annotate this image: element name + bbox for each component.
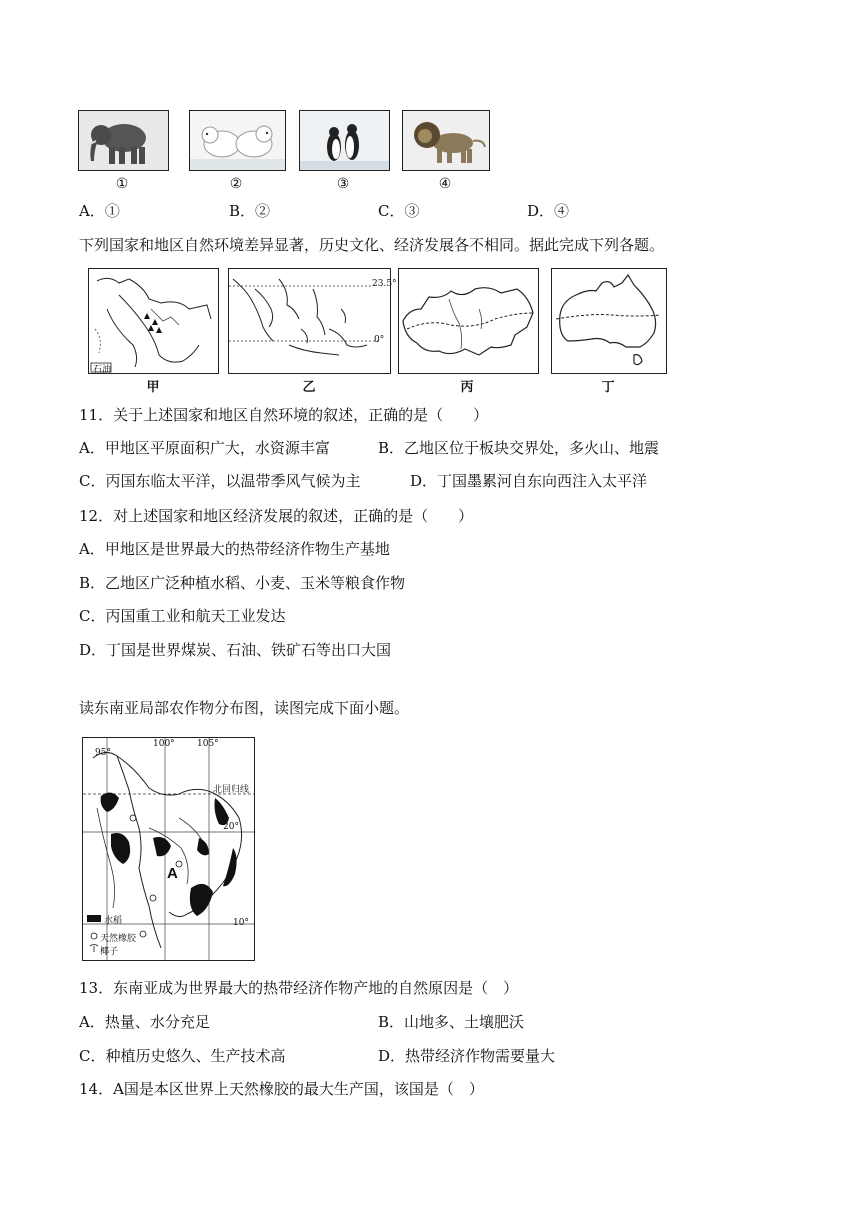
map-label-ding: 丁 [601, 380, 615, 395]
q11-stem: 11．关于上述国家和地区自然环境的叙述，正确的是（ ） [79, 406, 489, 424]
sea-crop-map [82, 737, 255, 961]
q14-stem: 14．A国是本区世界上天然橡胶的最大生产国，该国是（ ） [79, 1080, 484, 1098]
q11-option-d[interactable]: D．丁国墨累河自东向西注入太平洋 [410, 472, 648, 490]
map-bing [398, 268, 539, 374]
q12-option-c[interactable]: C．丙国重工业和航天工业发达 [79, 607, 286, 625]
sea-lon-100: 100° [153, 739, 175, 749]
q10-option-a[interactable]: A．① [79, 202, 120, 220]
sea-lat-10: 10° [233, 918, 249, 928]
q11-option-c[interactable]: C．丙国东临太平洋，以温带季风气候为主 [79, 472, 361, 490]
legend-rice-label: 水稻 [104, 916, 123, 926]
photo-caption-4: ④ [438, 176, 452, 192]
q10-option-b[interactable]: B．② [229, 202, 271, 220]
q11-option-b[interactable]: B．乙地区位于板块交界处，多火山、地震 [378, 439, 660, 457]
map-label-bing: 丙 [460, 380, 474, 395]
photo-caption-1: ① [115, 176, 129, 192]
q12-option-d[interactable]: D．丁国是世界煤炭、石油、铁矿石等出口大国 [79, 641, 392, 659]
q10-option-d[interactable]: D．④ [527, 202, 570, 220]
map-yi [228, 268, 397, 374]
intro-paragraph-2: 读东南亚局部农作物分布图，读图完成下面小题。 [79, 699, 410, 717]
map-ding [551, 268, 667, 374]
q13-option-d[interactable]: D．热带经济作物需要量大 [378, 1047, 556, 1065]
sea-lon-105: 105° [197, 739, 219, 749]
map-label-yi: 乙 [302, 380, 316, 395]
map-jia-inset-label: 石油 [93, 365, 112, 375]
q13-option-b[interactable]: B．山地多、土壤肥沃 [378, 1013, 525, 1031]
q11-option-a[interactable]: A．甲地区平原面积广大，水资源丰富 [79, 439, 330, 457]
photo-caption-2: ② [229, 176, 243, 192]
q13-option-c[interactable]: C．种植历史悠久、生产技术高 [79, 1047, 286, 1065]
legend-coconut-label: 椰子 [100, 947, 119, 957]
q13-option-a[interactable]: A．热量、水分充足 [79, 1013, 210, 1031]
photo-caption-3: ③ [336, 176, 350, 192]
penguin-photo [299, 110, 390, 171]
q12-option-b[interactable]: B．乙地区广泛种植水稻、小麦、玉米等粮食作物 [79, 574, 406, 592]
q13-stem: 13．东南亚成为世界最大的热带经济作物产地的自然原因是（ ） [79, 979, 519, 997]
legend-rubber-label: 天然橡胶 [100, 934, 137, 944]
sea-lon-95: 95° [95, 748, 111, 758]
map-yi-tropic-label: 23.5° [372, 279, 397, 289]
intro-paragraph-1: 下列国家和地区自然环境差异显著，历史文化、经济发展各不相同。据此完成下列各题。 [79, 236, 665, 254]
polar-bear-photo [189, 110, 286, 171]
map-yi-equator-label: 0° [374, 335, 385, 345]
sea-country-a-label: A [167, 865, 178, 882]
map-jia [88, 268, 219, 374]
sea-tropic-label: 北回归线 [213, 785, 250, 795]
lion-photo [402, 110, 490, 171]
sea-lat-20: 20° [223, 822, 239, 832]
q10-option-c[interactable]: C．③ [378, 202, 420, 220]
q12-stem: 12．对上述国家和地区经济发展的叙述，正确的是（ ） [79, 507, 474, 525]
elephant-photo [78, 110, 169, 171]
map-label-jia: 甲 [146, 380, 160, 395]
q12-option-a[interactable]: A．甲地区是世界最大的热带经济作物生产基地 [79, 540, 390, 558]
